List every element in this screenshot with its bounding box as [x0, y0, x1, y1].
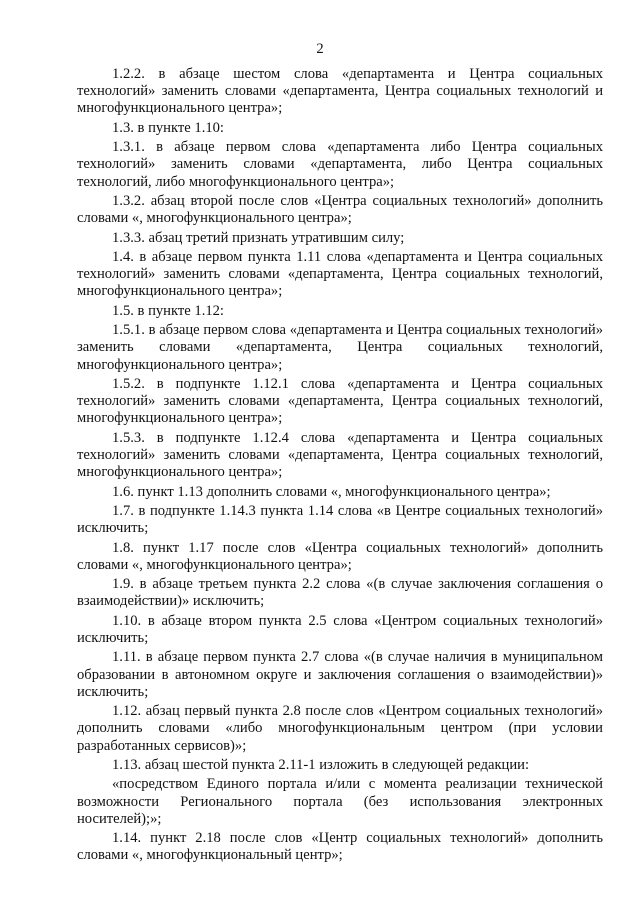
paragraph-1-11: 1.11. в абзаце первом пункта 2.7 слова «(в случае наличия в муниципальном образовании в автономном округе и заключения соглашения о взаимодействии)» исключить;	[77, 649, 603, 700]
paragraph-1-3-1: 1.3.1. в абзаце первом слова «департамента либо Центра социальных технологий» заменить словами «департамента, либо Центра социальных технологий, либо многофункционального центра»;	[77, 139, 603, 190]
paragraph-1-3: 1.3. в пункте 1.10:	[112, 119, 224, 136]
paragraph-1-3-3: 1.3.3. абзац третий признать утратившим силу;	[112, 229, 405, 246]
paragraph-1-6: 1.6. пункт 1.13 дополнить словами «, многофункционального центра»;	[112, 483, 551, 500]
paragraph-1-5-3: 1.5.3. в подпункте 1.12.4 слова «департамента и Центра социальных технологий» заменить словами «департамента, Центра социальных технологий, многофункционального центра»;	[77, 429, 603, 481]
paragraph-1-7: 1.7. в подпункте 1.14.3 пункта 1.14 слова «в Центре социальных технологий» исключить;	[77, 502, 603, 537]
paragraph-1-12: 1.12. абзац первый пункта 2.8 после слов «Центром социальных технологий» дополнить словами «либо многофункциональным центром (при условии разработанных сервисов)»;	[77, 703, 603, 754]
paragraph-1-13: 1.13. абзац шестой пункта 2.11-1 изложить в следующей редакции:	[112, 756, 530, 773]
paragraph-1-2-2: 1.2.2. в абзаце шестом слова «департамента и Центра социальных технологий» заменить словами «департамента, Центра социальных технологий и многофункционального центра»;	[77, 66, 603, 117]
paragraph-1-14: 1.14. пункт 2.18 после слов «Центр социальных технологий» дополнить словами «, многофункциональный центр»;	[77, 830, 603, 864]
paragraph-1-5: 1.5. в пункте 1.12:	[112, 302, 224, 319]
paragraph-1-5-2: 1.5.2. в подпункте 1.12.1 слова «департамента и Центра социальных технологий» заменить словами «департамента, Центра социальных технологий, многофункционального центра»;	[77, 375, 603, 427]
document-body	[77, 66, 603, 867]
paragraph-1-3-2: 1.3.2. абзац второй после слов «Центра социальных технологий» дополнить словами «, многофункционального центра»;	[77, 192, 603, 227]
paragraph-1-5-1: 1.5.1. в абзаце первом слова «департамента и Центра социальных технологий» заменить словами «департамента, Центра социальных технологий, многофункционального центра»;	[77, 322, 603, 373]
page-number: 2	[316, 41, 324, 57]
paragraph-1-4: 1.4. в абзаце первом пункта 1.11 слова «департамента и Центра социальных технологий» заменить словами «департамента, Центра социальных технологий, многофункционального центра»;	[77, 248, 603, 300]
paragraph-quote: «посредством Единого портала и/или с момента реализации технической возможности Регионального портала (без использования электронных носителей);»;	[77, 776, 603, 827]
paragraph-1-10: 1.10. в абзаце втором пункта 2.5 слова «Центром социальных технологий» исключить;	[77, 612, 603, 646]
paragraph-1-9: 1.9. в абзаце третьем пункта 2.2 слова «(в случае заключения соглашения о взаимодействии)» исключить;	[77, 576, 603, 610]
paragraph-1-8: 1.8. пункт 1.17 после слов «Центра социальных технологий» дополнить словами «, многофункционального центра»;	[77, 539, 603, 573]
